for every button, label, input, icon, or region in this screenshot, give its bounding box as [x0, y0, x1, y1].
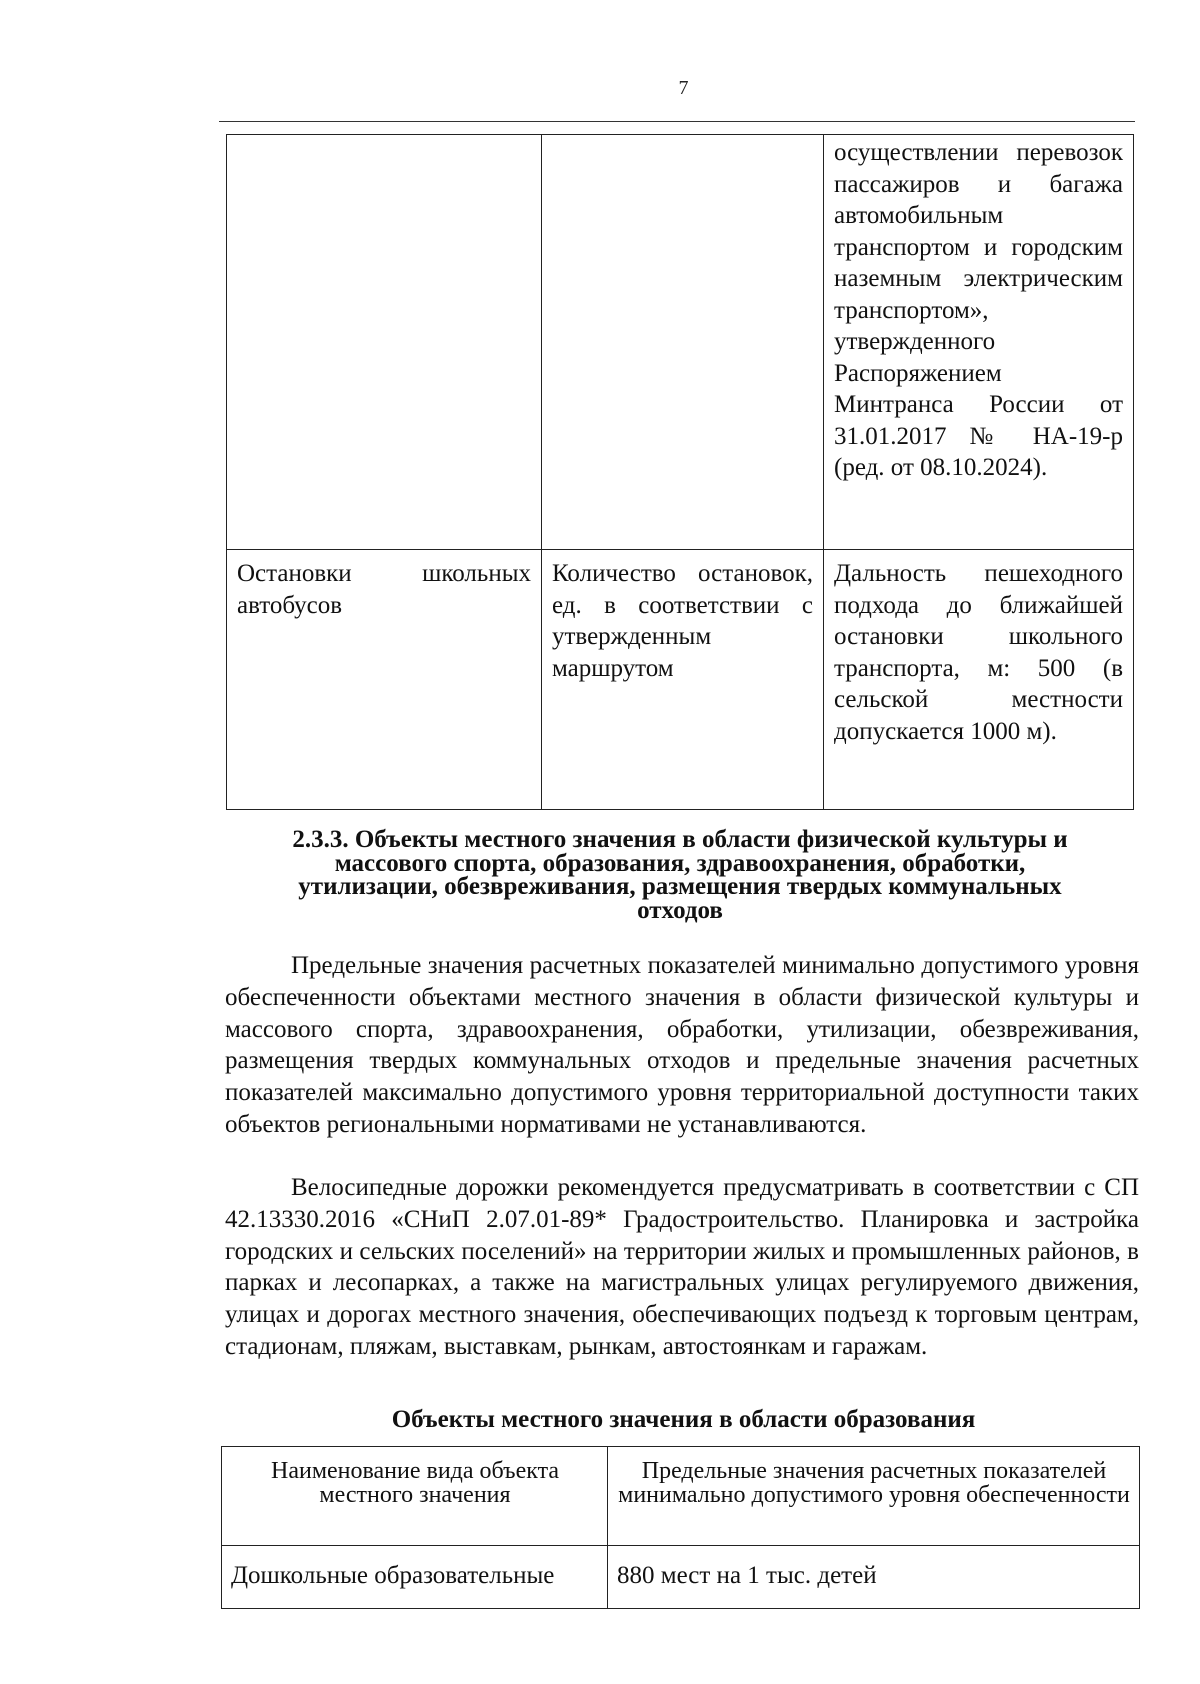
table-cell: [542, 135, 824, 550]
table-cell: 880 мест на 1 тыс. детей: [608, 1546, 1140, 1609]
table-cell: [227, 135, 542, 550]
table-cell: Дальность пешеходного подхода до ближайшей остановки школьного транспорта, м: 500 (в сельской местности допускается 1000 м).: [824, 550, 1134, 810]
section-heading-line: отходов: [637, 896, 723, 924]
section-heading-line: 2.3.3. Объекты местного значения в области физической культуры и: [292, 826, 1068, 853]
column-header: Предельные значения расчетных показателей минимально допустимого уровня обеспеченности: [608, 1447, 1140, 1546]
table-cell: осуществлении перевозок пассажиров и багажа автомобильным транспортом и городским наземным электрическим транспортом», утвержденного Распоряжением Минтранса России от 31.01.2017 № НА-19-р (ред. от 08.10.2024).: [824, 135, 1134, 550]
education-table: [221, 1446, 1140, 1609]
body-paragraph: Велосипедные дорожки рекомендуется предусматривать в соответствии с СП 42.13330.2016 «СНиП 2.07.01-89* Градостроительство. Планировка и застройка городских и сельских поселений» на территории жилых и промышленных районов, в парках и лесопарках, а также на магистральных улицах регулируемого движения, улицах и дорогах местного значения, обеспечивающих подъезд к торговым центрам, стадионам, пляжам, выставкам, рынкам, автостоянкам и гаражам.: [225, 1174, 1139, 1360]
section-heading-line: массового спорта, образования, здравоохранения, обработки,: [334, 849, 1026, 877]
transport-table: [226, 134, 1134, 810]
page-number: 7: [678, 77, 689, 99]
column-header: Наименование вида объекта местного значения: [222, 1447, 608, 1546]
table-cell: Количество остановок, ед. в соответствии с утвержденным маршрутом: [542, 550, 824, 810]
body-paragraph: Предельные значения расчетных показателей минимально допустимого уровня обеспеченности объектами местного значения в области физической культуры и массового спорта, здравоохранения, обработки, утилизации, обезвреживания, размещения твердых коммунальных отходов и предельные значения расчетных показателей максимально допустимого уровня территориальной доступности таких объектов региональными нормативами не устанавливаются.: [225, 952, 1139, 1138]
table-cell: Дошкольные образовательные: [222, 1546, 608, 1609]
table-row: [227, 135, 1134, 550]
table-row: [227, 550, 1134, 810]
table-header-row: [222, 1447, 1140, 1546]
table-row: [222, 1546, 1140, 1609]
table-cell: Остановки школьных автобусов: [227, 550, 542, 810]
section-heading: [240, 828, 1120, 922]
header-rule: [219, 121, 1135, 122]
table-title: Объекты местного значения в области образования: [391, 1406, 976, 1433]
section-heading-line: утилизации, обезвреживания, размещения твердых коммунальных: [298, 873, 1062, 900]
